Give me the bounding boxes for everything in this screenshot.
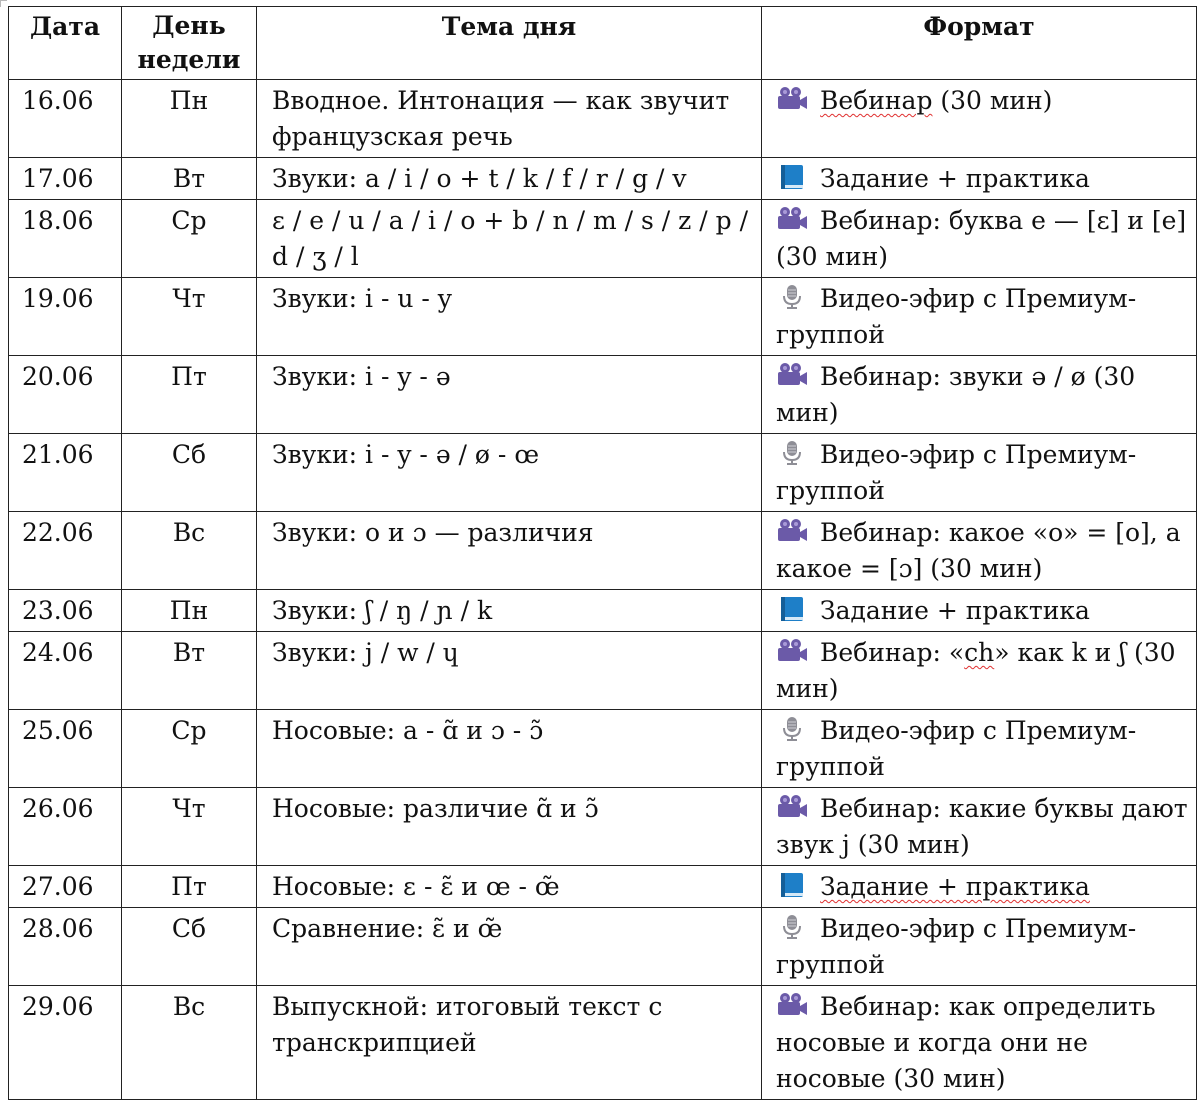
format-text: » как k и ʃ (30 мин) — [776, 638, 1176, 703]
table-row — [9, 710, 1197, 788]
video-camera-icon — [776, 638, 808, 664]
cell-day: Пт — [122, 866, 257, 908]
table-row — [9, 512, 1197, 590]
cell-topic: Вводное. Интонация — как звучит французская речь — [257, 80, 762, 158]
video-camera-icon — [776, 518, 808, 544]
cell-day: Вс — [122, 986, 257, 1100]
format-text: Вебинар: « — [820, 638, 965, 667]
microphone-icon — [776, 284, 808, 310]
cell-date: 27.06 — [9, 866, 122, 908]
cell-date: 19.06 — [9, 278, 122, 356]
table-row — [9, 434, 1197, 512]
book-icon — [776, 164, 808, 190]
cell-date: 21.06 — [9, 434, 122, 512]
header-day-text: День недели — [137, 11, 241, 74]
cell-date: 16.06 — [9, 80, 122, 158]
book-icon — [776, 596, 808, 622]
cell-format — [762, 788, 1197, 866]
cell-date: 22.06 — [9, 512, 122, 590]
cell-date: 18.06 — [9, 200, 122, 278]
cell-day: Вт — [122, 158, 257, 200]
cell-topic: Звуки: ʃ / ŋ / ɲ / k — [257, 590, 762, 632]
video-camera-icon — [776, 992, 808, 1018]
cell-topic: Сравнение: ɛ̃ и œ̃ — [257, 908, 762, 986]
cell-topic: Звуки: o и ɔ — различия — [257, 512, 762, 590]
table-row — [9, 278, 1197, 356]
format-text: (30 мин) — [932, 86, 1053, 115]
format-text-spellcheck: Вебинар — [820, 86, 933, 115]
format-text-spellcheck: ch — [964, 638, 995, 667]
cell-day: Пт — [122, 356, 257, 434]
cell-date: 25.06 — [9, 710, 122, 788]
table-row — [9, 356, 1197, 434]
cell-topic: Носовые: a - ɑ̃ и ɔ - ɔ̃ — [257, 710, 762, 788]
page-corner-mark — [0, 0, 7, 7]
cell-format — [762, 356, 1197, 434]
table-row — [9, 158, 1197, 200]
header-date: Дата — [9, 7, 122, 80]
cell-day: Чт — [122, 278, 257, 356]
cell-topic: Звуки: i - y - ə / ø - œ — [257, 434, 762, 512]
table-row — [9, 866, 1197, 908]
format-text: Вебинар: какое «o» = [o], а какое = [ɔ] (30 мин) — [776, 518, 1181, 583]
table-row — [9, 908, 1197, 986]
table-row — [9, 632, 1197, 710]
header-day — [122, 7, 257, 80]
cell-date: 29.06 — [9, 986, 122, 1100]
cell-topic: Звуки: i - y - ə — [257, 356, 762, 434]
video-camera-icon — [776, 86, 808, 112]
table-row — [9, 590, 1197, 632]
cell-format — [762, 632, 1197, 710]
cell-date: 23.06 — [9, 590, 122, 632]
microphone-icon — [776, 440, 808, 466]
table-row — [9, 986, 1197, 1100]
cell-format — [762, 590, 1197, 632]
cell-format — [762, 908, 1197, 986]
book-icon — [776, 872, 808, 898]
cell-topic: Звуки: j / w / ɥ — [257, 632, 762, 710]
schedule-table — [8, 6, 1197, 1100]
cell-date: 17.06 — [9, 158, 122, 200]
cell-topic: Носовые: различие ɑ̃ и ɔ̃ — [257, 788, 762, 866]
cell-topic: Звуки: i - u - y — [257, 278, 762, 356]
cell-date: 20.06 — [9, 356, 122, 434]
cell-format — [762, 434, 1197, 512]
format-text: Вебинар: какие буквы дают звук j (30 мин) — [776, 794, 1188, 859]
header-row — [9, 7, 1197, 80]
video-camera-icon — [776, 206, 808, 232]
format-text: Вебинар: как определить носовые и когда они не носовые (30 мин) — [776, 992, 1156, 1093]
cell-format — [762, 200, 1197, 278]
cell-topic: Звуки: a / i / o + t / k / f / r / g / v — [257, 158, 762, 200]
cell-format — [762, 278, 1197, 356]
format-text: Вебинар: звуки ə / ø (30 мин) — [776, 362, 1136, 427]
table-row — [9, 80, 1197, 158]
cell-day: Чт — [122, 788, 257, 866]
cell-day: Ср — [122, 710, 257, 788]
format-text: Вебинар: буква e — [ɛ] и [e] (30 мин) — [776, 206, 1187, 271]
format-text: Видео-эфир с Премиум-группой — [776, 440, 1137, 505]
format-text: Видео-эфир с Премиум-группой — [776, 914, 1137, 979]
video-camera-icon — [776, 362, 808, 388]
cell-date: 26.06 — [9, 788, 122, 866]
cell-day: Вс — [122, 512, 257, 590]
microphone-icon — [776, 914, 808, 940]
cell-format — [762, 986, 1197, 1100]
cell-day: Вт — [122, 632, 257, 710]
cell-format — [762, 866, 1197, 908]
format-text: Задание + практика — [820, 164, 1090, 193]
cell-topic: ɛ / e / u / a / i / o + b / n / m / s / z / p / d / ʒ / l — [257, 200, 762, 278]
format-text-spellcheck: Задание + практика — [820, 872, 1090, 901]
cell-date: 28.06 — [9, 908, 122, 986]
cell-date: 24.06 — [9, 632, 122, 710]
cell-topic: Выпускной: итоговый текст с транскрипцией — [257, 986, 762, 1100]
cell-day: Сб — [122, 908, 257, 986]
cell-day: Сб — [122, 434, 257, 512]
microphone-icon — [776, 716, 808, 742]
cell-day: Ср — [122, 200, 257, 278]
table-row — [9, 788, 1197, 866]
format-text: Видео-эфир с Премиум-группой — [776, 284, 1137, 349]
cell-day: Пн — [122, 80, 257, 158]
header-format: Формат — [762, 7, 1197, 80]
cell-topic: Носовые: ɛ - ɛ̃ и œ - œ̃ — [257, 866, 762, 908]
cell-format — [762, 512, 1197, 590]
cell-day: Пн — [122, 590, 257, 632]
video-camera-icon — [776, 794, 808, 820]
cell-format — [762, 158, 1197, 200]
format-text: Задание + практика — [820, 596, 1090, 625]
header-topic: Тема дня — [257, 7, 762, 80]
format-text: Видео-эфир с Премиум-группой — [776, 716, 1137, 781]
cell-format — [762, 710, 1197, 788]
table-row — [9, 200, 1197, 278]
cell-format — [762, 80, 1197, 158]
